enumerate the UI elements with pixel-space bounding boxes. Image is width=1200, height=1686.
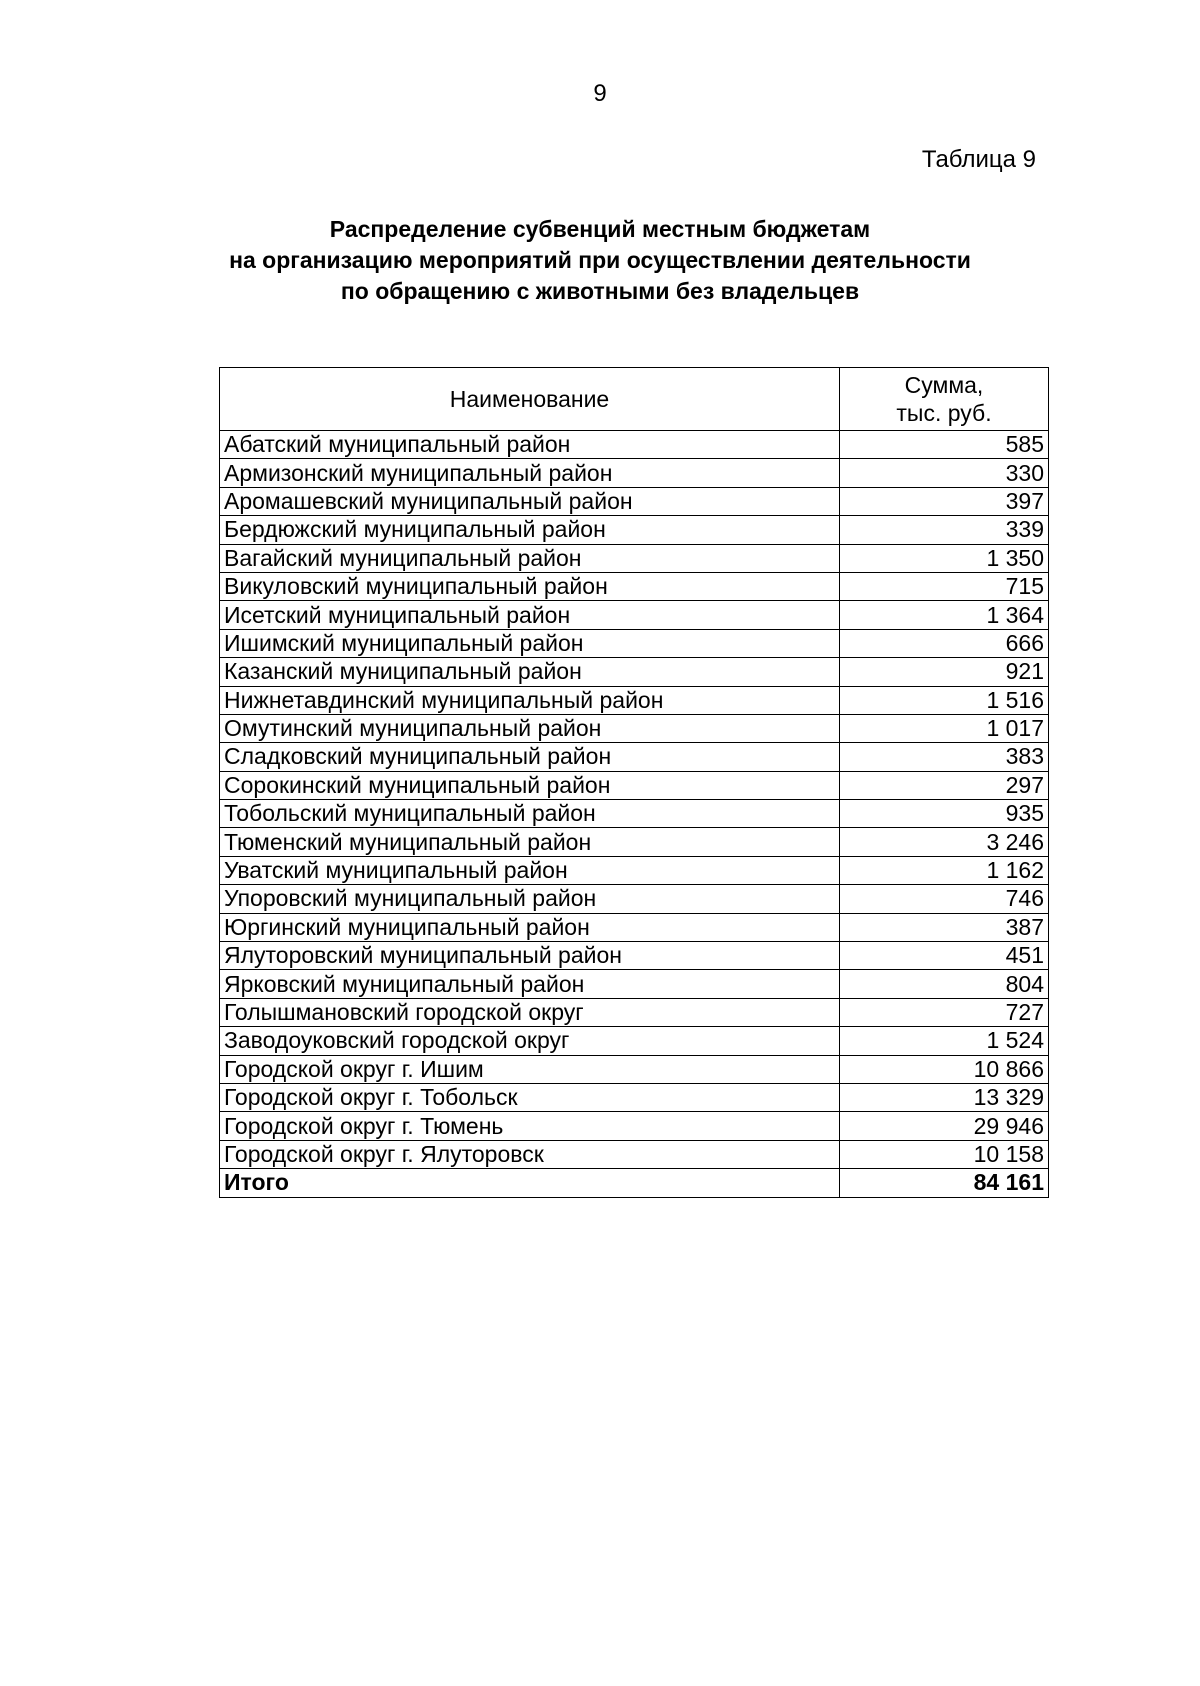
row-name: Юргинский муниципальный район: [220, 913, 840, 941]
row-name: Казанский муниципальный район: [220, 658, 840, 686]
row-sum: 727: [840, 998, 1049, 1026]
row-sum: 383: [840, 743, 1049, 771]
row-name: Омутинский муниципальный район: [220, 714, 840, 742]
row-name: Сладковский муниципальный район: [220, 743, 840, 771]
row-name: Сорокинский муниципальный район: [220, 771, 840, 799]
row-sum: 1 516: [840, 686, 1049, 714]
table-row: [220, 743, 1049, 771]
row-name: Тюменский муниципальный район: [220, 828, 840, 856]
row-name: Голышмановский городской округ: [220, 998, 840, 1026]
table-row: [220, 714, 1049, 742]
table-row: [220, 544, 1049, 572]
row-name: Нижнетавдинский муниципальный район: [220, 686, 840, 714]
table-header-row: [220, 368, 1049, 431]
row-name: Викуловский муниципальный район: [220, 572, 840, 600]
row-sum: 1 162: [840, 856, 1049, 884]
row-sum: 10 158: [840, 1140, 1049, 1168]
row-sum: 1 364: [840, 601, 1049, 629]
row-sum: 921: [840, 658, 1049, 686]
table-row: [220, 658, 1049, 686]
row-name: Уватский муниципальный район: [220, 856, 840, 884]
row-sum: 1 350: [840, 544, 1049, 572]
page-number: 9: [593, 80, 607, 107]
table-row: [220, 998, 1049, 1026]
row-sum: 297: [840, 771, 1049, 799]
title-line-3: по обращению с животными без владельцев: [340, 278, 860, 304]
table-label: Таблица 9: [921, 146, 1036, 173]
row-sum: 1 017: [840, 714, 1049, 742]
row-sum: 3 246: [840, 828, 1049, 856]
row-sum: 29 946: [840, 1112, 1049, 1140]
row-sum: 451: [840, 942, 1049, 970]
allocation-table-container: [219, 367, 1048, 1198]
table-row: [220, 572, 1049, 600]
table-row: [220, 629, 1049, 657]
row-sum: 397: [840, 487, 1049, 515]
header-sum-line-2: тыс. руб.: [896, 400, 992, 426]
row-sum: 387: [840, 913, 1049, 941]
row-sum: 339: [840, 516, 1049, 544]
row-name: Ярковский муниципальный район: [220, 970, 840, 998]
document-title: [0, 214, 1200, 307]
row-name: Ишимский муниципальный район: [220, 629, 840, 657]
table-row: [220, 1140, 1049, 1168]
table-row: [220, 516, 1049, 544]
table-row: [220, 800, 1049, 828]
row-name: Бердюжский муниципальный район: [220, 516, 840, 544]
allocation-table: [219, 367, 1049, 1198]
row-name: Абатский муниципальный район: [220, 431, 840, 459]
table-row: [220, 431, 1049, 459]
table-row: [220, 828, 1049, 856]
table-row: [220, 913, 1049, 941]
table-row: [220, 1112, 1049, 1140]
total-label: Итого: [220, 1169, 840, 1197]
title-line-1: Распределение субвенций местным бюджетам: [329, 216, 871, 242]
row-name: Упоровский муниципальный район: [220, 885, 840, 913]
row-sum: 935: [840, 800, 1049, 828]
table-row: [220, 686, 1049, 714]
header-sum: [840, 368, 1049, 431]
table-row: [220, 459, 1049, 487]
table-row: [220, 1027, 1049, 1055]
table-row: [220, 942, 1049, 970]
row-sum: 1 524: [840, 1027, 1049, 1055]
row-sum: 585: [840, 431, 1049, 459]
row-name: Заводоуковский городской округ: [220, 1027, 840, 1055]
row-name: Городской округ г. Тобольск: [220, 1083, 840, 1111]
row-name: Тобольский муниципальный район: [220, 800, 840, 828]
row-sum: 330: [840, 459, 1049, 487]
table-row: [220, 1083, 1049, 1111]
row-name: Исетский муниципальный район: [220, 601, 840, 629]
total-row: [220, 1169, 1049, 1197]
row-name: Городской округ г. Ялуторовск: [220, 1140, 840, 1168]
row-name: Аромашевский муниципальный район: [220, 487, 840, 515]
table-row: [220, 601, 1049, 629]
table-row: [220, 487, 1049, 515]
table-row: [220, 970, 1049, 998]
row-sum: 804: [840, 970, 1049, 998]
row-name: Городской округ г. Ишим: [220, 1055, 840, 1083]
table-row: [220, 1055, 1049, 1083]
row-name: Вагайский муниципальный район: [220, 544, 840, 572]
total-sum: 84 161: [840, 1169, 1049, 1197]
row-sum: 746: [840, 885, 1049, 913]
header-sum-line-1: Сумма,: [904, 372, 984, 398]
table-row: [220, 771, 1049, 799]
row-name: Армизонский муниципальный район: [220, 459, 840, 487]
row-name: Городской округ г. Тюмень: [220, 1112, 840, 1140]
row-sum: 10 866: [840, 1055, 1049, 1083]
table-row: [220, 856, 1049, 884]
table-body: [220, 431, 1049, 1198]
row-name: Ялуторовский муниципальный район: [220, 942, 840, 970]
title-line-2: на организацию мероприятий при осуществлении деятельности: [229, 247, 971, 273]
header-name: Наименование: [220, 368, 840, 431]
table-row: [220, 885, 1049, 913]
row-sum: 715: [840, 572, 1049, 600]
row-sum: 666: [840, 629, 1049, 657]
row-sum: 13 329: [840, 1083, 1049, 1111]
